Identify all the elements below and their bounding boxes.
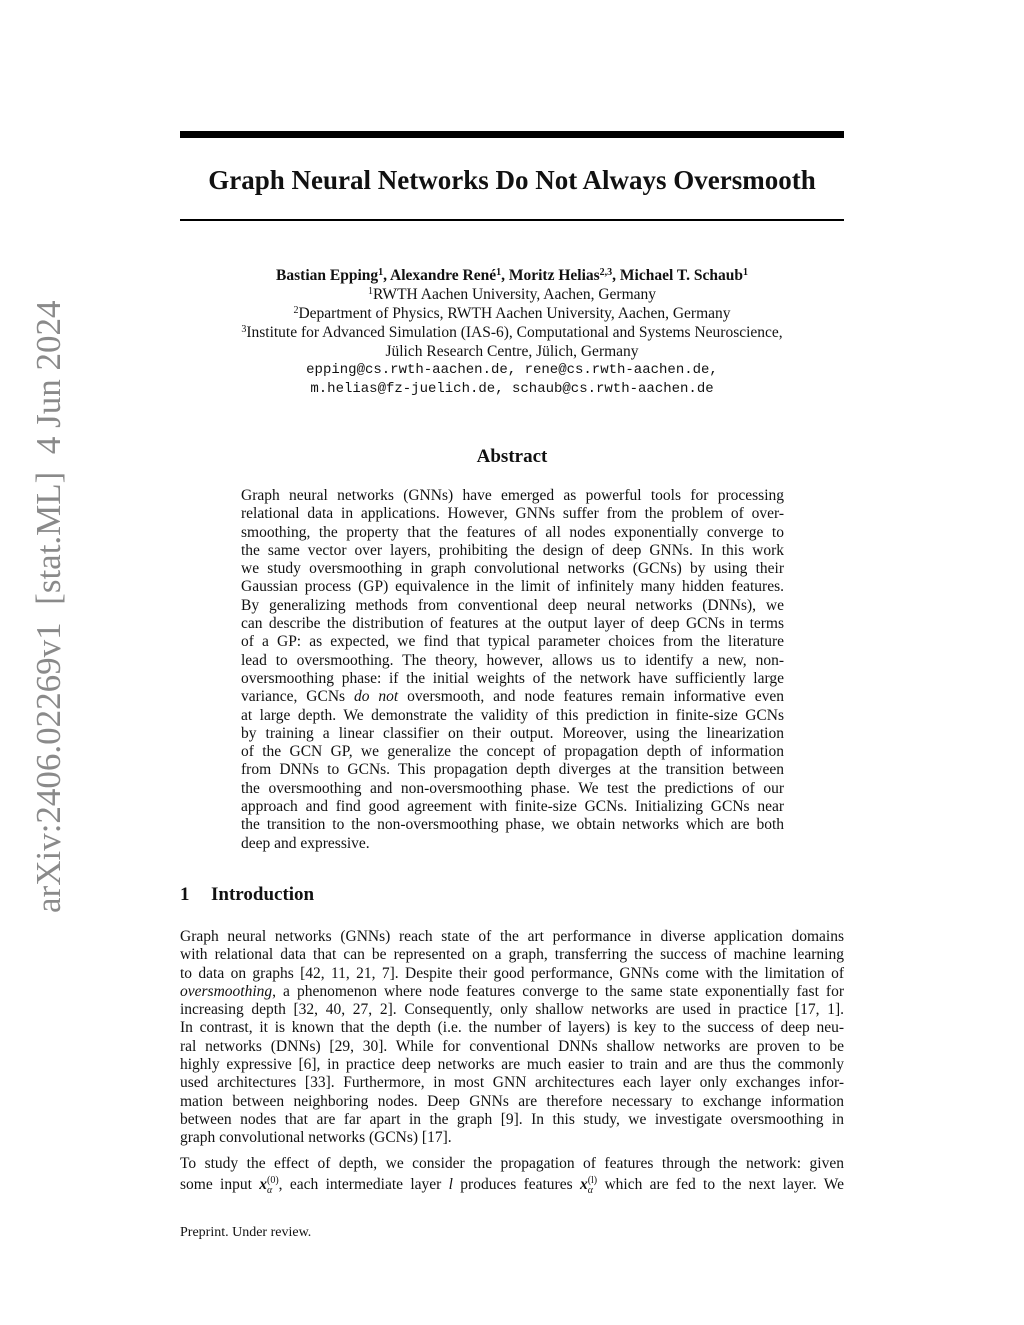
math-subscript: α (266, 1185, 273, 1197)
abstract-line: the transition to the non-oversmoothing phase, we obtain networks which are both (241, 816, 784, 834)
body-text: produces features (452, 1176, 580, 1194)
affiliation-number: 2 (293, 305, 299, 316)
affiliation-text: RWTH Aachen University, Aachen, Germany (372, 286, 657, 303)
emphasis-text: oversmoothing (180, 982, 273, 1000)
affiliation-mark: 1 (496, 267, 502, 278)
math-symbol: x (259, 1176, 267, 1194)
author-name: Alexandre René (390, 267, 497, 284)
affiliation-text: Institute for Advanced Simulation (IAS-6), Computational and Systems Neuroscience, (246, 324, 783, 341)
body-line: highly expressive [6], in practice deep networks are much easier to train and are thus the commonly (180, 1056, 844, 1074)
body-line: increasing depth [32, 40, 27, 2]. Consequently, only shallow networks are used in practice [17, 1]. (180, 1001, 844, 1019)
abstract-line: can describe the distribution of features at the output layer of deep GCNs in terms (241, 615, 784, 633)
abstract-line (241, 688, 784, 706)
author-name: Moritz Helias (508, 267, 600, 284)
abstract-line: lead to oversmoothing. The theory, however, allows us to identify a new, non- (241, 651, 784, 669)
author-list: Bastian Epping$^1$, Alexandre René$^1$, Moritz Helias$^{2,3}$, Michael T. Schaub$^1$ (276, 267, 748, 284)
section-heading-introduction (180, 884, 314, 906)
body-line: used architectures [33]. Furthermore, in most GNN architectures each layer only exchanges infor- (180, 1074, 844, 1092)
math-superscript: (0) (266, 1175, 279, 1187)
affiliation-mark: 1 (742, 267, 748, 278)
math-superscript: (l) (587, 1175, 598, 1187)
email-line: m.helias@fz-juelich.de, schaub@cs.rwth-aachen.de (310, 381, 714, 397)
intro-paragraph-2 (180, 1155, 844, 1197)
body-line: In contrast, it is known that the depth (i.e. the number of layers) is key to the success of deep neu- (180, 1019, 844, 1037)
arxiv-sidebar-stamp: arXiv:2406.02269v1 [stat.ML] 4 Jun 2024 (29, 300, 68, 913)
abstract-line: at large depth. We demonstrate the validity of this prediction in finite-size GCNs (241, 706, 784, 724)
affiliation-line (180, 323, 844, 342)
abstract-line: By generalizing methods from conventional deep neural networks (DNNs), we (241, 596, 784, 614)
affiliation-text: Jülich Research Centre, Jülich, Germany (385, 343, 639, 360)
section-title: Introduction (211, 884, 315, 905)
body-line (180, 983, 844, 1001)
abstract-line: relational data in applications. However, GNNs suffer from the problem of over- (241, 505, 784, 523)
math-symbol: l (448, 1176, 453, 1194)
abstract-line: Gaussian process (GP) equivalence in the limit of infinitely many hidden features. (241, 578, 784, 596)
affiliation-line (180, 285, 844, 304)
body-line: between nodes that are far apart in the graph [9]. In this study, we investigate oversmoothing in (180, 1110, 844, 1128)
body-line: graph convolutional networks (GCNs) [17]. (180, 1129, 452, 1147)
affiliation-number: 1 (367, 286, 373, 297)
author-name: Michael T. Schaub (619, 267, 743, 284)
title-rule-bottom (180, 219, 844, 221)
math-subscript: α (587, 1185, 593, 1197)
abstract-line: of a GP: as expected, we find that typical parameter choices from the literature (241, 633, 784, 651)
paper-title: Graph Neural Networks Do Not Always Oversmooth (208, 165, 816, 195)
abstract-text: variance, GCNs (241, 688, 354, 706)
math-x-alpha-l (579, 1175, 598, 1197)
affiliation-mark: 1 (378, 267, 384, 278)
abstract-line: Graph neural networks (GNNs) have emerged as powerful tools for processing (241, 487, 784, 504)
body-line: to data on graphs [42, 11, 21, 7]. Despite their good performance, GNNs come with the limitation of (180, 964, 844, 982)
intro-paragraph-1 (180, 928, 844, 1148)
body-text: , each intermediate layer (278, 1176, 449, 1194)
abstract-line: smoothing, the property that the features of all nodes exponentially converge to (241, 523, 784, 541)
body-line: Graph neural networks (GNNs) reach state of the art performance in diverse application domains (180, 928, 844, 945)
abstract-line: by training a linear classifier on their output. Moreover, using the linearization (241, 724, 784, 742)
body-line: ral networks (DNNs) [29, 30]. While for conventional DNNs shallow networks are proven to be (180, 1037, 844, 1055)
affiliation-line (180, 304, 844, 323)
abstract-line: the same vector over layers, prohibiting the design of deep GNNs. In this work (241, 541, 784, 559)
math-x-alpha-0 (259, 1175, 279, 1197)
body-line: mation between neighboring nodes. Deep GNNs are therefore necessary to exchange information (180, 1092, 844, 1110)
footer-note: Preprint. Under review. (180, 1225, 312, 1240)
emphasis-text: do not (354, 688, 399, 706)
abstract-text: oversmooth, and node features remain informative even (398, 688, 785, 706)
affiliation-line (180, 342, 844, 361)
body-line: with relational data that can be represented on a graph, transferring the success of machine learning (180, 946, 844, 964)
affiliation-number: 3 (241, 324, 247, 335)
abstract-line: deep and expressive. (241, 834, 370, 852)
abstract-line: the oversmoothing and non-oversmoothing phase. We test the predictions of our (241, 779, 784, 797)
abstract-body (241, 487, 784, 853)
body-line: To study the effect of depth, we consider the propagation of features through the network: given (180, 1155, 844, 1172)
email-line: epping@cs.rwth-aachen.de, rene@cs.rwth-aachen.de, (306, 362, 718, 378)
abstract-line: we study oversmoothing in graph convolutional networks (GCNs) by using their (241, 560, 784, 578)
section-number: 1 (180, 884, 190, 905)
author-block (180, 266, 844, 399)
body-line (180, 1173, 844, 1197)
math-symbol: x (579, 1176, 588, 1194)
abstract-line: oversmoothing phase: if the initial weights of the network have sufficiently large (241, 669, 784, 687)
abstract-line: from DNNs to GCNs. This propagation depth diverges at the transition between (241, 761, 784, 779)
body-text: some input (180, 1176, 260, 1194)
body-text: which are fed to the next layer. We (597, 1176, 844, 1194)
abstract-line: approach and find good agreement with finite-size GCNs. Initializing GCNs near (241, 798, 784, 816)
abstract-heading: Abstract (476, 446, 548, 467)
abstract-line: of the GCN GP, we generalize the concept of propagation depth of information (241, 743, 784, 761)
body-text: , a phenomenon where node features converge to the same state exponentially fast for (272, 982, 844, 1000)
affiliation-mark: 2,3 (599, 267, 613, 278)
author-name: Bastian Epping (276, 267, 379, 284)
title-rule-top (180, 131, 844, 138)
affiliation-text: Department of Physics, RWTH Aachen University, Aachen, Germany (298, 305, 731, 322)
